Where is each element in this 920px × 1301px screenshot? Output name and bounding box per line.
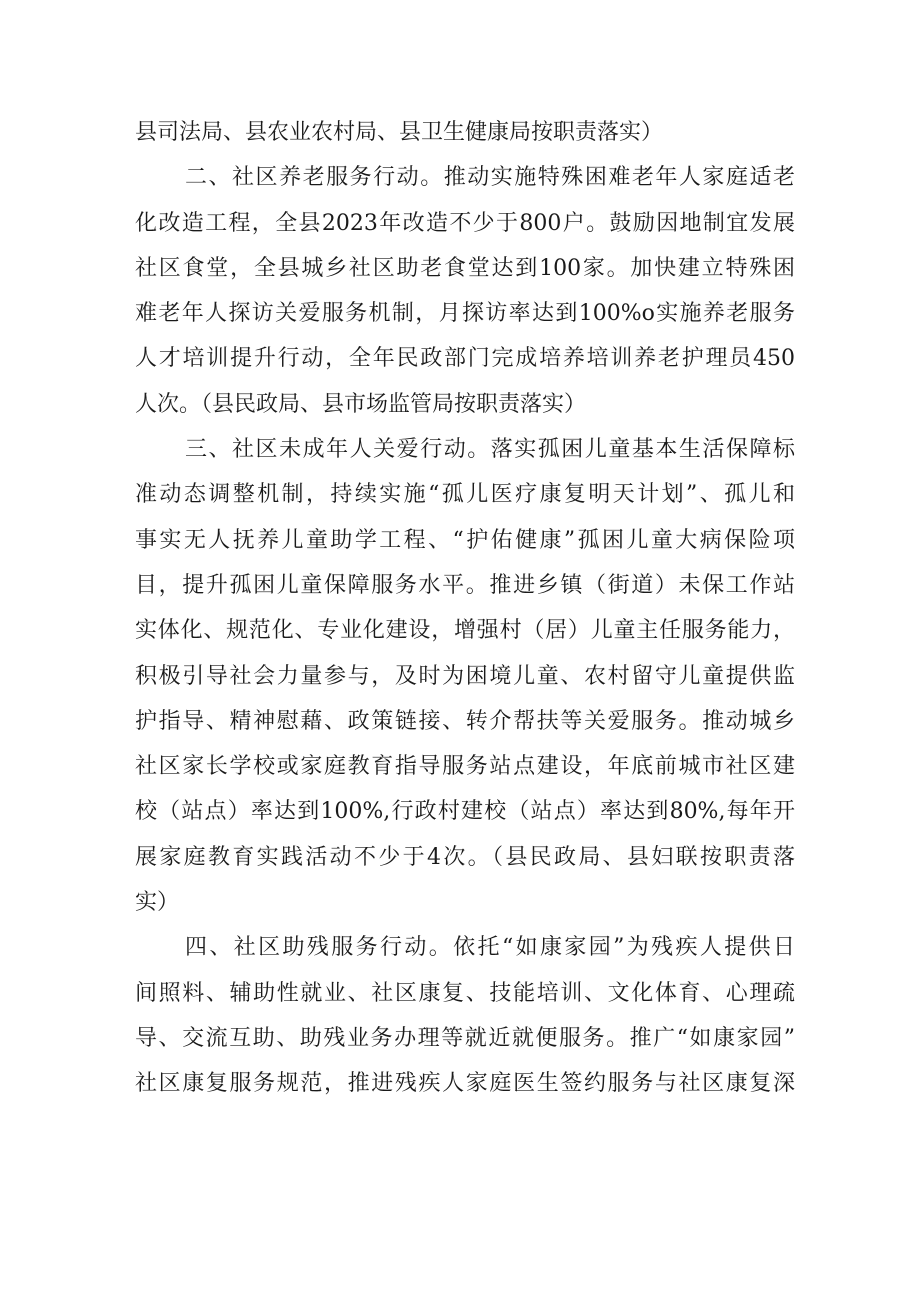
text-line: 展家庭教育实践活动不少于4次。（县民政局、县妇联按职责落 xyxy=(135,844,795,870)
text-line: 实） xyxy=(135,890,180,916)
text-line: 积极引导社会力量参与，及时为困境儿童、农村留守儿童提供监 xyxy=(135,663,795,689)
text-line: 社区家长学校或家庭教育指导服务站点建设，年底前城市社区建 xyxy=(135,754,795,780)
text-line: 四、社区助残服务行动。依托“如康家园”为残疾人提供日 xyxy=(185,935,795,961)
document-body xyxy=(135,110,795,1107)
text-line: 间照料、辅助性就业、社区康复、技能培训、文化体育、心理疏 xyxy=(135,980,795,1006)
text-line: 人次。（县民政局、县市场监管局按职责落实） xyxy=(135,391,587,417)
text-line: 护指导、精神慰藉、政策链接、转介帮扶等关爱服务。推动城乡 xyxy=(135,708,795,734)
text-line: 难老年人探访关爱服务机制，月探访率达到100%o实施养老服务 xyxy=(135,301,795,327)
text-line: 化改造工程，全县2023年改造不少于800户。鼓励因地制宜发展 xyxy=(135,210,795,236)
text-line: 社区食堂，全县城乡社区助老食堂达到100家。加快建立特殊困 xyxy=(135,255,795,281)
text-line: 事实无人抚养儿童助学工程、“护佑健康”孤困儿童大病保险项 xyxy=(135,527,795,553)
text-line: 准动态调整机制，持续实施“孤儿医疗康复明天计划”、孤儿和 xyxy=(135,482,795,508)
text-line: 社区康复服务规范，推进残疾人家庭医生签约服务与社区康复深 xyxy=(135,1071,795,1097)
text-line: 三、社区未成年人关爱行动。落实孤困儿童基本生活保障标 xyxy=(185,437,795,463)
text-line: 目，提升孤困儿童保障服务水平。推进乡镇（街道）未保工作站 xyxy=(135,572,795,598)
text-line: 导、交流互助、助残业务办理等就近就便服务。推广“如康家园” xyxy=(135,1025,795,1051)
text-line: 校（站点）率达到100%,行政村建校（站点）率达到80%,每年开 xyxy=(135,799,795,825)
text-line: 实体化、规范化、专业化建设，增强村（居）儿童主任服务能力， xyxy=(135,618,795,644)
text-line: 县司法局、县农业农村局、县卫生健康局按职责落实） xyxy=(135,120,664,145)
text-line: 二、社区养老服务行动。推动实施特殊困难老年人家庭适老 xyxy=(185,165,795,191)
text-line: 人才培训提升行动，全年民政部门完成培养培训养老护理员450 xyxy=(135,346,795,372)
